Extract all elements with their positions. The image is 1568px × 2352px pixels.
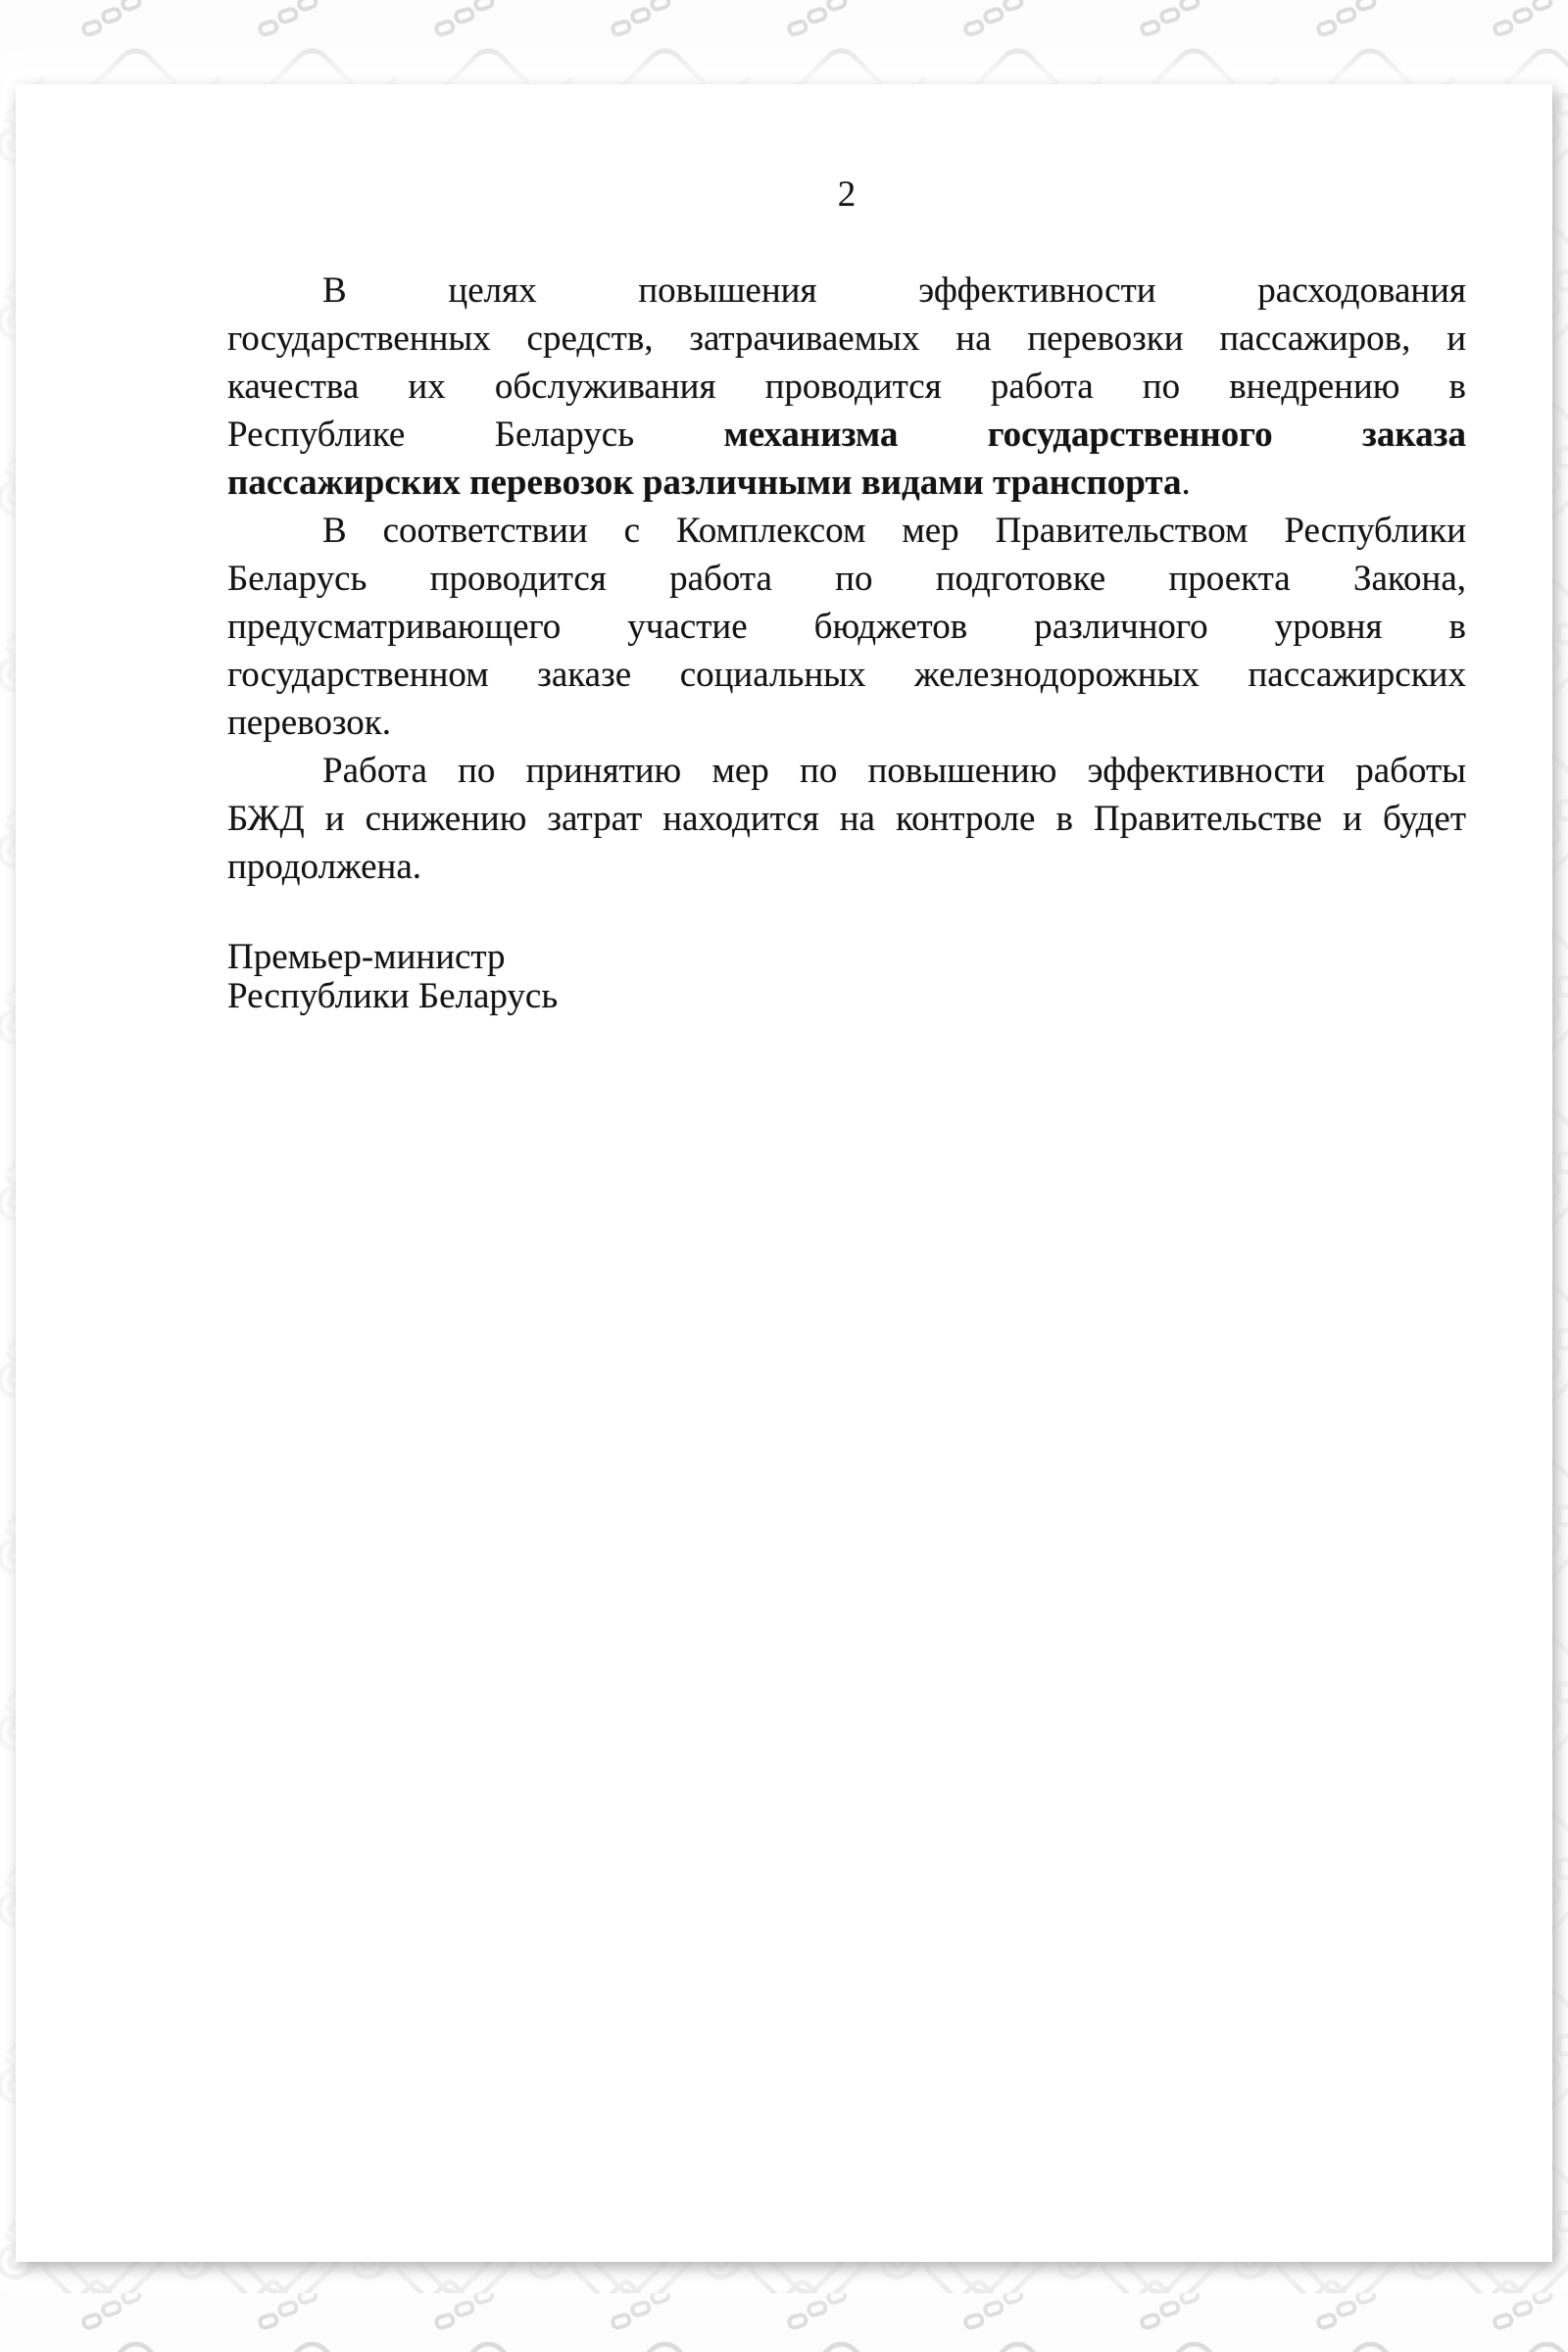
text-line: предусматривающего участие бюджетов различного уровня в	[227, 607, 1466, 647]
page-number: 2	[837, 174, 857, 215]
text-line: В соответствии с Комплексом мер Правительством Республики	[322, 511, 1466, 551]
paragraph	[227, 747, 1466, 891]
text-line: перевозок.	[227, 703, 391, 743]
document-body	[227, 267, 1466, 891]
text-line: продолжена.	[227, 847, 422, 887]
signature-title: Премьер-министр	[227, 937, 506, 977]
paragraph	[227, 267, 1466, 507]
text-line: В целях повышения эффективности расходования	[322, 270, 1466, 311]
document-content	[227, 171, 1466, 1016]
text-line: государственном заказе социальных железнодорожных пассажирских	[227, 655, 1466, 695]
text-line: БЖД и снижению затрат находится на контроле в Правительстве и будет	[227, 799, 1466, 839]
text-line: пассажирских перевозок различными видами транспорта.	[227, 463, 1191, 503]
text-line: Беларусь проводится работа по подготовке проекта Закона,	[227, 559, 1466, 599]
text-line: государственных средств, затрачиваемых на перевозки пассажиров, и	[227, 318, 1466, 359]
text-line: Республике Беларусь механизма государственного заказа	[227, 415, 1466, 455]
signature-block	[227, 938, 1466, 1016]
text-line: качества их обслуживания проводится работа по внедрению в	[227, 367, 1466, 407]
signature-organization: Республики Беларусь	[227, 976, 559, 1016]
paragraph	[227, 507, 1466, 747]
document-page	[16, 84, 1552, 2262]
text-line: Работа по принятию мер по повышению эффективности работы	[322, 751, 1466, 791]
